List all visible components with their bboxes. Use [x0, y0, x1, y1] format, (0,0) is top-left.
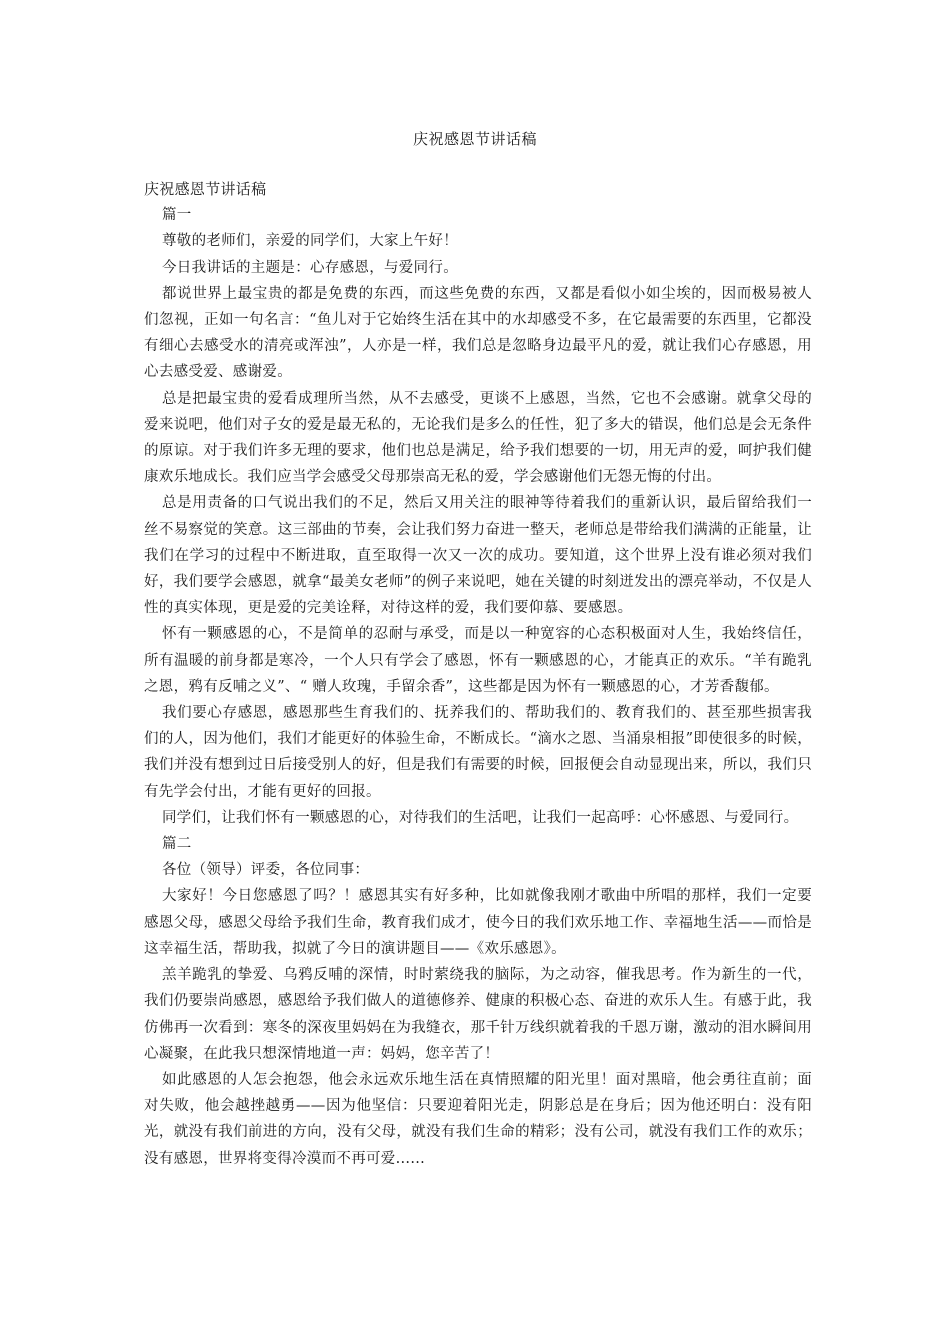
paragraph: 怀有一颗感恩的心，不是简单的忍耐与承受，而是以一种宽容的心态积极面对人生，我始终信任，所有温暖的前身都是寒冷，一个人只有学会了感恩，怀有一颗感恩的心，才能真正的欢乐。“羊有跪乳之恩，鸦有反哺之义”、“ 赠人玫瑰，手留余香”，这些都是因为怀有一颗感恩的心，才芳香馥郁。: [144, 626, 812, 695]
paragraph: 羔羊跪乳的挚爱、乌鸦反哺的深情，时时萦绕我的脑际，为之动容，催我思考。作为新生的一代，我们仍要崇尚感恩，感恩给予我们做人的道德修养、健康的积极心态、奋进的欢乐人生。有感于此，我仿佛再一次看到：寒冬的深夜里妈妈在为我缝衣，那千针万线织就着我的千恩万谢，激动的泪水瞬间用心凝聚，在此我只想深情地道一声：妈妈，您辛苦了！: [144, 967, 812, 1062]
paragraph: 尊敬的老师们，亲爱的同学们，大家上午好！: [162, 233, 458, 250]
section-heading-1: 篇一: [162, 207, 192, 224]
section-heading-2: 篇二: [162, 836, 192, 853]
paragraph: 各位（领导）评委，各位同事：: [162, 862, 370, 879]
paragraph: 总是把最宝贵的爱看成理所当然，从不去感受，更谈不上感恩，当然，它也不会感谢。就拿父母的爱来说吧，他们对子女的爱是最无私的，无论我们是多么的任性，犯了多大的错误，他们总是会无条件的原谅。对于我们许多无理的要求，他们也总是满足，给予我们想要的一切，用无声的爱，呵护我们健康欢乐地成长。我们应当学会感受父母那崇高无私的爱，学会感谢他们无怨无悔的付出。: [144, 390, 812, 486]
paragraph: 大家好！今日您感恩了吗？！感恩其实有好多种，比如就像我刚才歌曲中所唱的那样，我们一定要感恩父母，感恩父母给予我们生命，教育我们成才，使今日的我们欢乐地工作、幸福地生活——而恰是这幸福生活，帮助我，拟就了今日的演讲题目——《欢乐感恩》。: [144, 888, 812, 957]
paragraph: 今日我讲话的主题是：心存感恩，与爱同行。: [162, 259, 458, 276]
paragraph: 都说世界上最宝贵的都是免费的东西，而这些免费的东西，又都是看似小如尘埃的，因而极易被人们忽视，正如一句名言：“鱼儿对于它始终生活在其中的水却感受不多，在它最需要的东西里，它都没有细心去感受水的清亮或浑浊”，人亦是一样，我们总是忽略身边最平凡的爱，就让我们心存感恩，用心去感受爱、感谢爱。: [144, 285, 812, 381]
document-title: 庆祝感恩节讲话稿: [412, 130, 537, 148]
paragraph: 同学们，让我们怀有一颗感恩的心，对待我们的生活吧，让我们一起高呼：心怀感恩、与爱同行。: [162, 809, 799, 826]
document-body: [144, 176, 812, 1172]
paragraph: 如此感恩的人怎会抱怨，他会永远欢乐地生活在真情照耀的阳光里！面对黑暗，他会勇往直前；面对失败，他会越挫越勇——因为他坚信：只要迎着阳光走，阴影总是在身后；因为他还明白：没有阳光，就没有我们前进的方向，没有父母，就没有我们生命的精彩；没有公司，就没有我们工作的欢乐；没有感恩，世界将变得冷漠而不再可爱......: [144, 1071, 812, 1167]
document-subtitle: 庆祝感恩节讲话稿: [144, 180, 267, 198]
paragraph: 总是用责备的口气说出我们的不足，然后又用关注的眼神等待着我们的重新认识，最后留给我们一丝不易察觉的笑意。这三部曲的节奏，会让我们努力奋进一整天，老师总是带给我们满满的正能量，让我们在学习的过程中不断进取，直至取得一次又一次的成功。要知道，这个世界上没有谁必须对我们好，我们要学会感恩，就拿“最美女老师”的例子来说吧，她在关键的时刻迸发出的漂亮举动，不仅是人性的真实体现，更是爱的完美诠释，对待这样的爱，我们要仰慕、要感恩。: [144, 495, 812, 617]
paragraph: 我们要心存感恩，感恩那些生育我们的、抚养我们的、帮助我们的、教育我们的、甚至那些损害我们的人，因为他们，我们才能更好的体验生命，不断成长。“滴水之恩、当涌泉相报”即使很多的时候，我们并没有想到过日后接受别人的好，但是我们有需要的时候，回报便会自动显现出来，所以，我们只有先学会付出，才能有更好的回报。: [144, 705, 812, 800]
